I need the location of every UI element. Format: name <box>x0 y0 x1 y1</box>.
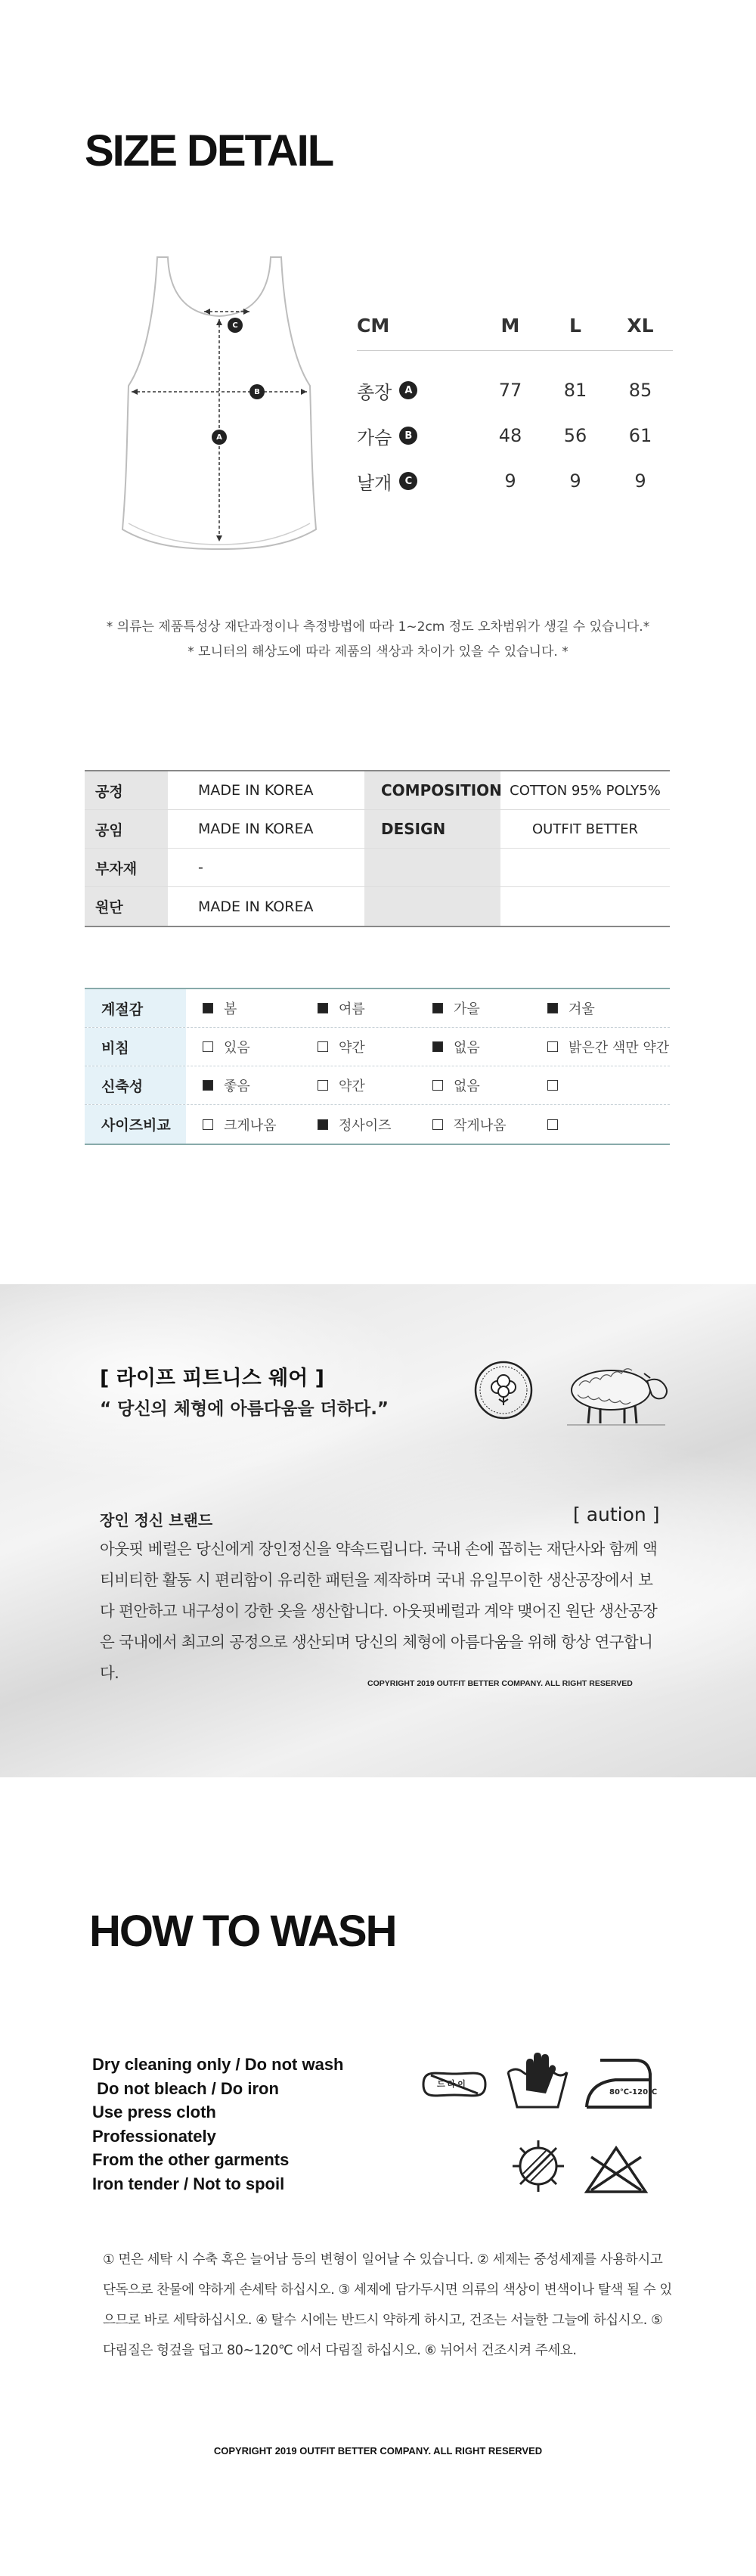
checked-box-icon <box>547 1003 558 1013</box>
size-row-wing <box>357 458 673 504</box>
dry-clean-icon <box>420 2063 488 2106</box>
spec-row <box>85 810 670 849</box>
spec-value-2 <box>500 849 670 886</box>
wash-instruction: Professionately <box>92 2126 216 2146</box>
brand-heading: [ 라이프 피트니스 웨어 ] <box>100 1367 325 1390</box>
fit-option <box>301 1105 416 1144</box>
fit-table <box>85 988 670 1145</box>
wash-title: HOW TO WASH <box>89 1907 396 1956</box>
checked-box-icon <box>203 1003 213 1013</box>
size-table-header <box>357 301 673 351</box>
size-note-1: * 의류는 제품특성상 재단과정이나 측정방법에 따라 1~2cm 정도 오차범위가 생길 수 있습니다.* <box>106 619 650 635</box>
size-header-xl: XL <box>627 315 654 337</box>
tank-top-diagram <box>106 250 333 552</box>
spec-row <box>85 849 670 887</box>
fit-option <box>416 1105 531 1144</box>
size-cell: 85 <box>628 380 652 401</box>
size-row-badge: A <box>399 381 417 399</box>
fit-row <box>85 1028 670 1066</box>
unchecked-box-icon <box>547 1080 558 1091</box>
size-cell: 9 <box>634 470 646 492</box>
size-row-label: 총장 <box>357 381 392 403</box>
fit-key: 계절감 <box>85 989 186 1027</box>
spec-row <box>85 887 670 926</box>
fit-option <box>186 1028 301 1066</box>
brand-body: 아웃핏 베럴은 당신에게 장인정신을 약속드립니다. 국내 손에 꼽히는 재단사와 함께 액티비티한 활동 시 편리함이 유리한 패턴을 제작하며 국내 유일무이한 생산공장에서 보다 편안하고 내구성이 강한 옷을 생산합니다. 아웃핏베럴과 계약 맺어진 원단 생산공장은 국내에서 최고의 공정으로 생산되며 당신의 체형에 아름다움을 위해 항상 연구합니다. <box>100 1540 658 1682</box>
size-cell: 56 <box>563 425 587 446</box>
spec-key-2: DESIGN <box>364 810 500 848</box>
unchecked-box-icon <box>318 1041 328 1052</box>
size-cell: 48 <box>498 425 522 446</box>
wash-notes: ① 면은 세탁 시 수축 혹은 늘어남 등의 변형이 일어날 수 있습니다. ② 세제는 중성세제를 사용하시고 단독으로 찬물에 약하게 손세탁 하십시오. ③ 세제에 담가두시면 의류의 색상이 변색이나 탈색 될 수 있으므로 바로 세탁하십시오. ④ 탈수 시에는 반드시 약하게 하시고, 건조는 서늘한 그늘에 하십시오. ⑤ 다림질은 헝겊을 덥고 80~120℃ 에서 다림질 하십시오. ⑥ 뉘어서 건조시켜 주세요. <box>103 2252 672 2358</box>
unchecked-box-icon <box>432 1080 443 1091</box>
fit-option <box>416 1066 531 1104</box>
fit-key: 신축성 <box>85 1066 186 1104</box>
fit-option <box>186 1066 301 1104</box>
fit-row <box>85 1066 670 1105</box>
fit-option-label: 약간 <box>339 1040 365 1056</box>
fit-option-label: 봄 <box>224 1001 237 1017</box>
wash-instructions <box>92 2053 344 2196</box>
spec-value: MADE IN KOREA <box>198 898 314 915</box>
fit-option-label: 있음 <box>224 1040 250 1056</box>
diagram-badge-b: B <box>249 384 265 399</box>
size-note-2: * 모니터의 해상도에 따라 제품의 색상과 차이가 있을 수 있습니다. * <box>187 644 569 660</box>
fit-option <box>301 1028 416 1066</box>
spec-value: MADE IN KOREA <box>198 782 314 799</box>
checked-box-icon <box>318 1003 328 1013</box>
hand-wash-icon <box>503 2047 572 2112</box>
fit-row <box>85 1105 670 1144</box>
size-table <box>357 301 673 504</box>
size-header-m: M <box>500 315 520 337</box>
size-detail-title: SIZE DETAIL <box>85 126 333 175</box>
size-row-label: 날개 <box>357 472 392 494</box>
wash-instruction: Dry cleaning only / Do not wash <box>92 2055 344 2074</box>
fit-key: 비침 <box>85 1028 186 1066</box>
spec-row <box>85 771 670 810</box>
unchecked-box-icon <box>203 1041 213 1052</box>
spec-key: 공정 <box>85 771 168 809</box>
fit-option <box>416 1028 531 1066</box>
checked-box-icon <box>432 1003 443 1013</box>
cotton-emblem-icon <box>473 1360 534 1420</box>
spec-value-2 <box>500 887 670 926</box>
footer-copyright: COPYRIGHT 2019 OUTFIT BETTER COMPANY. ALL RIGHT RESERVED <box>213 2445 543 2457</box>
tank-top-outline-icon <box>106 250 333 552</box>
spec-value: - <box>198 859 203 876</box>
size-cell: 9 <box>569 470 581 492</box>
unchecked-box-icon <box>547 1041 558 1052</box>
size-row-label: 가슴 <box>357 427 392 448</box>
size-cell: 9 <box>504 470 516 492</box>
checked-box-icon <box>203 1080 213 1091</box>
size-cell: 81 <box>563 380 587 401</box>
fit-option <box>531 1066 670 1104</box>
diagram-badge-a: A <box>212 430 227 445</box>
spec-key-2 <box>364 887 500 926</box>
size-row-badge: C <box>399 472 417 490</box>
spec-key: 원단 <box>85 887 168 926</box>
fit-option <box>531 1028 670 1066</box>
no-tumble-dry-icon <box>510 2137 567 2195</box>
unchecked-box-icon <box>432 1119 443 1130</box>
spec-value-2: OUTFIT BETTER <box>532 821 638 837</box>
fit-option-label: 밝은간 색만 약간 <box>569 1040 670 1056</box>
spec-key-2 <box>364 849 500 886</box>
fit-option <box>531 989 670 1027</box>
fit-option-label: 좋음 <box>224 1079 250 1094</box>
fit-option-label: 정사이즈 <box>339 1117 392 1134</box>
spec-value-2: COTTON 95% POLY5% <box>510 782 661 799</box>
unchecked-box-icon <box>547 1119 558 1130</box>
spec-table <box>85 770 670 927</box>
brand-tag: [ aution ] <box>573 1504 660 1525</box>
fit-option-label: 가을 <box>454 1001 480 1017</box>
fit-option-label: 약간 <box>339 1079 365 1094</box>
wash-instruction: Use press cloth <box>92 2103 216 2121</box>
fit-option <box>531 1105 670 1144</box>
fit-row <box>85 989 670 1028</box>
do-not-bleach-icon <box>582 2143 650 2196</box>
fit-option-label: 겨울 <box>569 1001 595 1017</box>
care-icons <box>420 2047 658 2205</box>
dry-clean-label: 드라이 <box>437 2079 468 2089</box>
fit-option <box>416 989 531 1027</box>
fit-option <box>301 989 416 1027</box>
fit-option-label: 없음 <box>454 1079 480 1094</box>
spec-value: MADE IN KOREA <box>198 821 314 837</box>
fit-option <box>186 989 301 1027</box>
fit-option-label: 없음 <box>454 1040 480 1056</box>
fit-option-label: 크게나옴 <box>224 1117 277 1134</box>
size-row-chest <box>357 413 673 458</box>
spec-key: 부자재 <box>85 849 168 886</box>
size-header-l: L <box>569 315 581 337</box>
unchecked-box-icon <box>203 1119 213 1130</box>
size-row-badge: B <box>399 427 417 445</box>
brand-copyright: COPYRIGHT 2019 OUTFIT BETTER COMPANY. ALL RIGHT RESERVED <box>367 1679 633 1688</box>
brand-section <box>0 1284 756 1777</box>
checked-box-icon <box>318 1119 328 1130</box>
spec-key: 공임 <box>85 810 168 848</box>
size-cell: 61 <box>628 425 652 446</box>
unchecked-box-icon <box>318 1080 328 1091</box>
size-cell: 77 <box>498 380 522 401</box>
brand-quote: “ 당신의 체형에 아름다움을 더하다.” <box>100 1399 389 1419</box>
fit-option <box>301 1066 416 1104</box>
brand-subheading: 장인 정신 브랜드 <box>100 1511 213 1529</box>
iron-temp-label: 80℃-120℃ <box>609 2088 658 2096</box>
sheep-icon <box>559 1355 673 1428</box>
size-row-length <box>357 368 673 413</box>
wash-instruction: From the other garments <box>92 2150 290 2169</box>
size-header-unit: CM <box>357 315 390 337</box>
wash-instruction: Do not bleach / Do iron <box>92 2078 279 2098</box>
wash-instruction: Iron tender / Not to spoil <box>92 2174 285 2193</box>
fit-option-label: 작게나옴 <box>454 1117 507 1134</box>
fit-key: 사이즈비교 <box>85 1105 186 1144</box>
fit-option-label: 여름 <box>339 1001 365 1017</box>
checked-box-icon <box>432 1041 443 1052</box>
iron-icon <box>582 2053 658 2112</box>
fit-option <box>186 1105 301 1144</box>
diagram-badge-c: C <box>228 318 243 333</box>
spec-key-2: COMPOSITION <box>364 771 500 809</box>
